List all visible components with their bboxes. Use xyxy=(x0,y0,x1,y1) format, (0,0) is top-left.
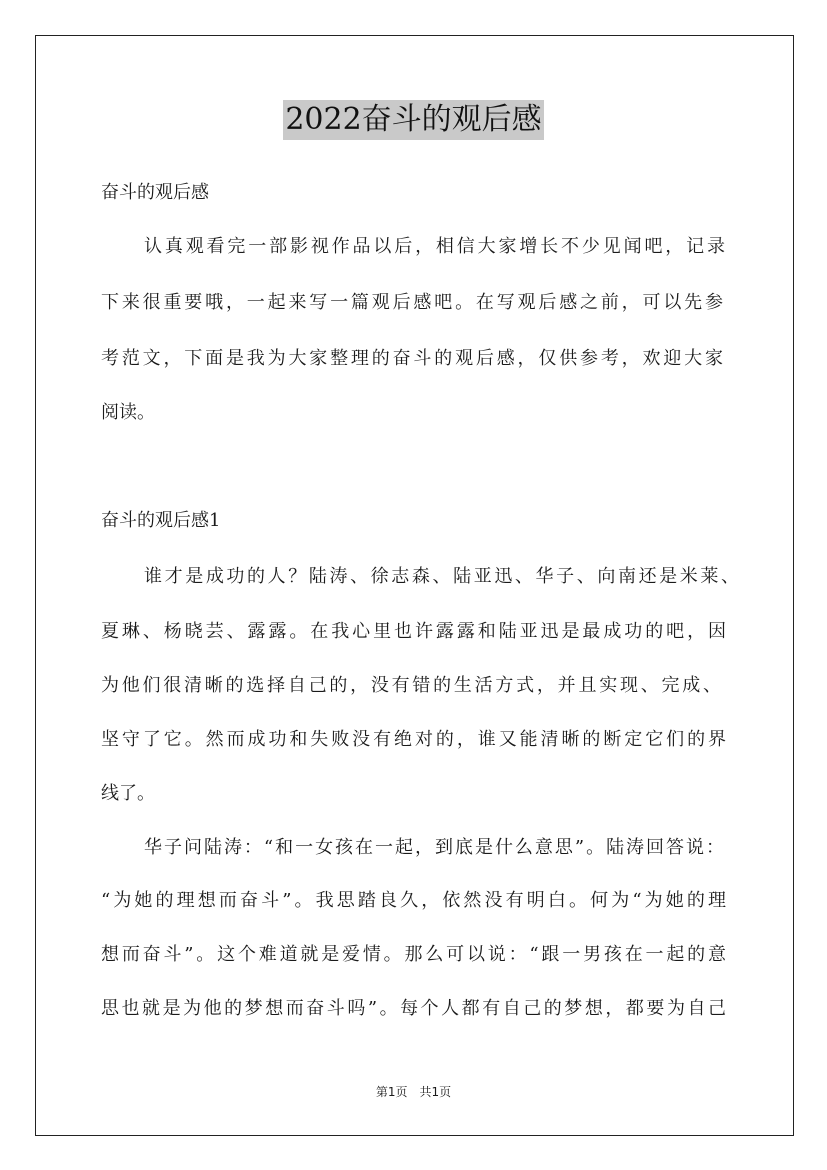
intro-line: 考范文，下面是我为大家整理的奋斗的观后感，仅供参考，欢迎大家 xyxy=(101,348,723,369)
paragraph-line: 华子问陆涛：“和一女孩在一起，到底是什么意思”。陆涛回答说： xyxy=(144,837,724,858)
paragraph-line: 夏琳、杨晓芸、露露。在我心里也许露露和陆亚迅是最成功的吧，因 xyxy=(101,621,726,642)
intro-line: 下来很重要哦，一起来写一篇观后感吧。在写观后感之前，可以先参 xyxy=(101,292,723,313)
intro-line: 认真观看完一部影视作品以后，相信大家增长不少见闻吧，记录 xyxy=(144,236,725,257)
paragraph-line: 坚守了它。然而成功和失败没有绝对的，谁又能清晰的断定它们的界 xyxy=(101,729,726,750)
paragraph-line: 为他们很清晰的选择自己的，没有错的生活方式，并且实现、完成、 xyxy=(101,675,721,696)
paragraph-line: 线了。 xyxy=(101,783,155,804)
section-heading: 奋斗的观后感1 xyxy=(101,510,221,531)
paragraph-line: “为她的理想而奋斗”。我思踏良久，依然没有明白。何为“为她的理 xyxy=(101,890,726,911)
paragraph-line: 谁才是成功的人？陆涛、徐志森、陆亚迅、华子、向南还是米莱、 xyxy=(144,566,739,587)
paragraph-line: 想而奋斗”。这个难道就是爱情。那么可以说：“跟一男孩在一起的意 xyxy=(101,944,726,965)
paragraph-line: 思也就是为他的梦想而奋斗吗”。每个人都有自己的梦想，都要为自己 xyxy=(101,998,726,1019)
page-footer: 第1页 共1页 xyxy=(375,1085,452,1099)
document-title xyxy=(0,100,827,140)
document-title-text: 2022奋斗的观后感 xyxy=(283,100,543,140)
intro-line: 阅读。 xyxy=(101,402,155,423)
document-subtitle: 奋斗的观后感 xyxy=(101,182,209,203)
